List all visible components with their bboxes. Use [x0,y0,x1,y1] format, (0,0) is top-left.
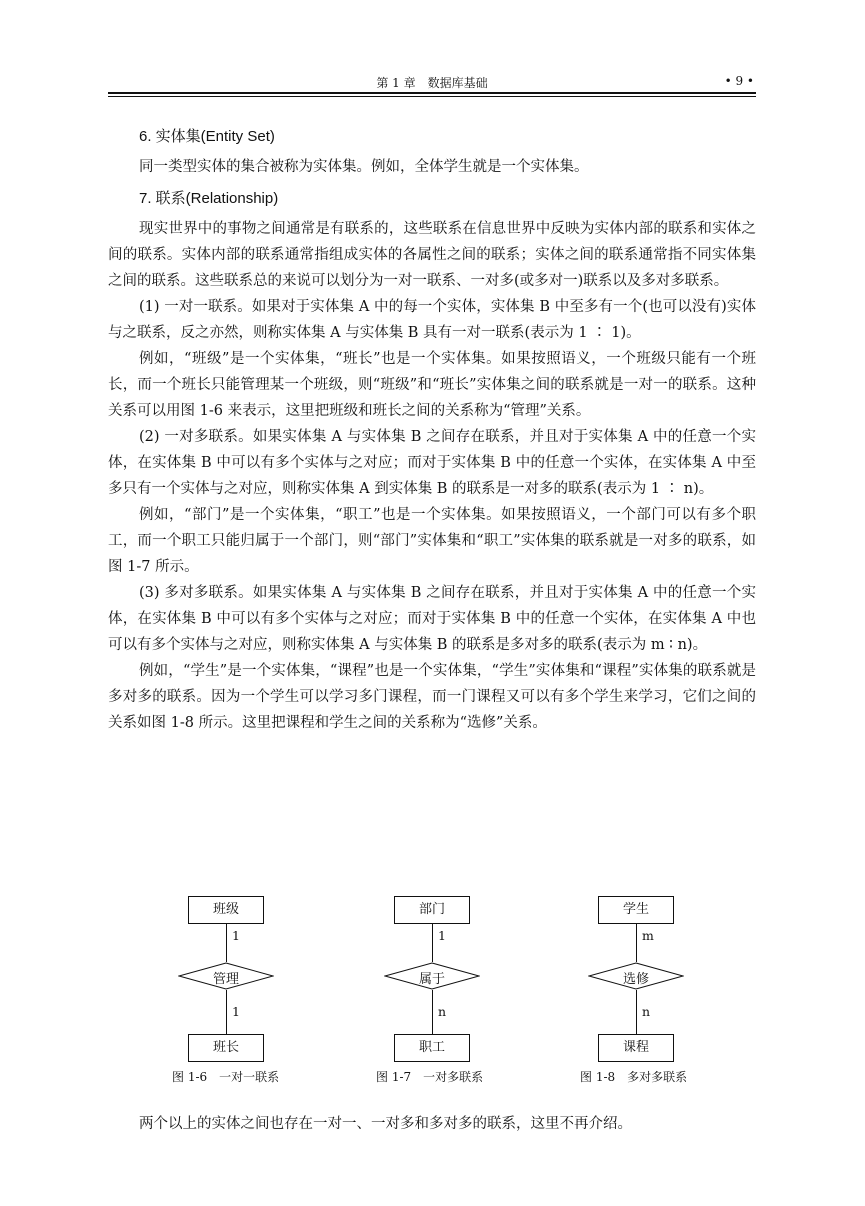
paragraph: 例如，“学生”是一个实体集，“课程”也是一个实体集，“学生”实体集和“课程”实体集的联系就是多对多的联系。因为一个学生可以学习多门课程，而一门课程又可以有多个学生来学习，它们之间的关系如图 1-8 所示。这里把课程和学生之间的关系称为“选修”关系。 [108,663,756,731]
entity-box-bottom: 课程 [598,1034,674,1062]
paragraph: 例如，“部门”是一个实体集，“职工”也是一个实体集。如果按照语义，一个部门可以有多个职工，而一个职工只能归属于一个部门，则“部门”实体集和“职工”实体集的联系就是一对多的联系，如图 1-7 所示。 [108,507,756,575]
cardinality-top: 1 [438,928,446,943]
figure-1-6 [160,890,360,1090]
cardinality-bottom: n [642,1004,651,1019]
paragraph: (1) 一对一联系。如果对于实体集 A 中的每一个实体，实体集 B 中至多有一个(也可以没有)实体与之联系，反之亦然，则称实体集 A 与实体集 B 具有一对一联系(表示为 1 ∶ 1)。 [108,299,756,341]
entity-box-top: 学生 [598,896,674,924]
figure-caption: 图 1-8 多对多联系 [580,1070,688,1084]
page-number: • 9 • [724,74,754,88]
cardinality-top: m [642,928,654,943]
section-title-relationship: 7. 联系(Relationship) [139,190,279,207]
figure-1-8 [572,890,772,1090]
cardinality-bottom: 1 [232,1004,240,1019]
body-text [108,118,756,736]
paragraph: 例如，“班级”是一个实体集，“班长”也是一个实体集。如果按照语义，一个班级只能有一个班长，而一个班长只能管理某一个班级，则“班级”和“班长”实体集之间的联系就是一对一的联系。这种关系可以用图 1-6 来表示，这里把班级和班长之间的关系称为“管理”关系。 [108,351,756,419]
paragraph: 现实世界中的事物之间通常是有联系的，这些联系在信息世界中反映为实体内部的联系和实体之间的联系。实体内部的联系通常指组成实体的各属性之间的联系；实体之间的联系通常指不同实体集之间的联系。这些联系总的来说可以划分为一对一联系、一对多(或多对一)联系以及多对多联系。 [108,221,756,289]
connector-line [636,924,637,962]
closing-paragraph: 两个以上的实体之间也存在一对一、一对多和多对多的联系，这里不再介绍。 [139,1115,632,1132]
cardinality-top: 1 [232,928,240,943]
figure-caption: 图 1-7 一对多联系 [376,1070,484,1084]
entity-box-bottom: 职工 [394,1034,470,1062]
connector-line [432,990,433,1034]
connector-line [226,990,227,1034]
figure-1-7 [364,890,564,1090]
relationship-label: 属于 [418,972,445,987]
connector-line [636,990,637,1034]
header-rule-thick [108,92,756,94]
section-title-entity-set: 6. 实体集(Entity Set) [139,128,275,145]
figure-caption: 图 1-6 一对一联系 [172,1070,280,1084]
er-diagrams [108,890,756,1090]
entity-box-bottom: 班长 [188,1034,264,1062]
relationship-label: 管理 [212,972,239,987]
running-header [108,74,756,92]
connector-line [432,924,433,962]
cardinality-bottom: n [438,1004,447,1019]
header-rule-thin [108,96,756,97]
paragraph: (3) 多对多联系。如果实体集 A 与实体集 B 之间存在联系，并且对于实体集 A 中的任意一个实体，在实体集 B 中可以有多个实体与之对应；而对于实体集 B 中的任意一个实体，在实体集 A 中也可以有多个实体与之对应，则称实体集 A 与实体集 B 的联系是多对多的联系(表示为 m ∶ n)。 [108,585,756,653]
connector-line [226,924,227,962]
entity-box-top: 班级 [188,896,264,924]
paragraph: (2) 一对多联系。如果实体集 A 与实体集 B 之间存在联系，并且对于实体集 A 中的任意一个实体，在实体集 B 中可以有多个实体与之对应；而对于实体集 B 中的任意一个实体，在实体集 A 中至多只有一个实体与之对应，则称实体集 A 到实体集 B 的联系是一对多的联系(表示为 1 ∶ n)。 [108,429,756,497]
chapter-title: 第 1 章 数据库基础 [376,76,488,90]
entity-box-top: 部门 [394,896,470,924]
relationship-label: 选修 [622,972,649,987]
paragraph: 同一类型实体的集合被称为实体集。例如，全体学生就是一个实体集。 [139,159,589,175]
